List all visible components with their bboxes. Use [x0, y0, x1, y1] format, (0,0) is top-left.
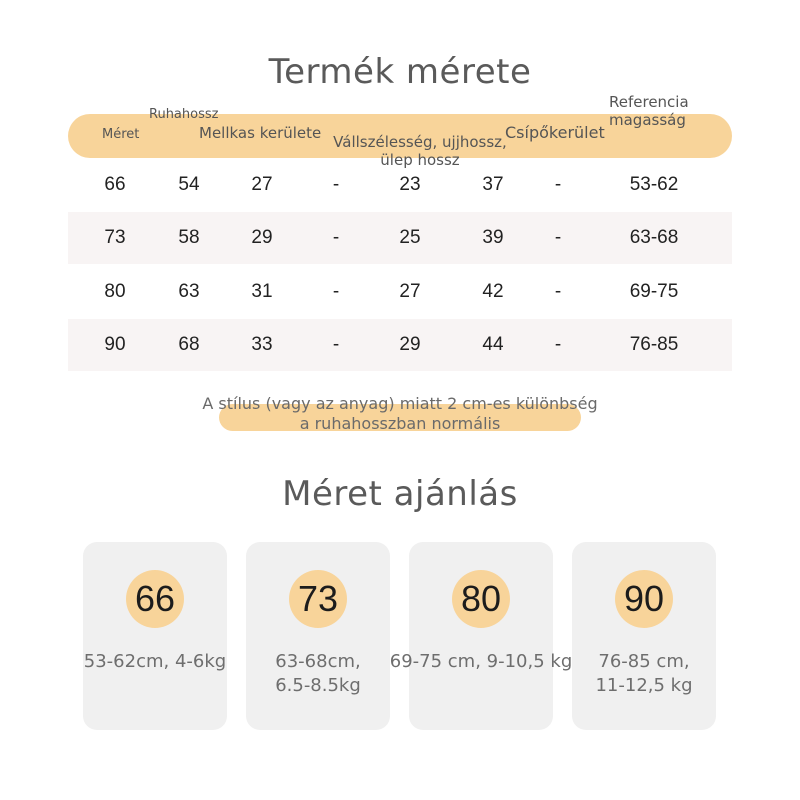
table-cell: 33 [251, 334, 273, 355]
table-cell: 27 [399, 281, 421, 302]
header-vallszelesseg: Vállszélesség, ujjhossz, ülep hossz [333, 133, 507, 169]
table-cell: 31 [251, 281, 273, 302]
table-cell: 73 [104, 227, 126, 248]
table-cell: - [554, 174, 562, 195]
header-meret: Méret [102, 127, 140, 142]
table-cell: 90 [104, 334, 126, 355]
table-cell: 27 [251, 174, 273, 195]
table-cell: 25 [399, 227, 421, 248]
table-cell: 54 [178, 174, 200, 195]
size-number: 66 [134, 578, 176, 619]
note-text: A stílus (vagy az anyag) miatt 2 cm-es különbség a ruhahosszban normális [202, 394, 598, 433]
table-cell: - [554, 227, 562, 248]
size-card [246, 542, 390, 730]
table-cell: - [332, 174, 340, 195]
size-card [83, 542, 227, 730]
table-cell: 44 [482, 334, 504, 355]
size-card [389, 542, 573, 730]
table-cell: - [332, 227, 340, 248]
table-cell: 29 [399, 334, 421, 355]
table-cell: 80 [104, 281, 126, 302]
table-cell: 63-68 [629, 227, 679, 248]
size-description: 76-85 cm, 11-12,5 kg [595, 651, 693, 696]
header-referencia: Referencia magasság [609, 93, 689, 129]
header-mellkas: Mellkas kerülete [199, 124, 322, 142]
table-cell: - [332, 334, 340, 355]
table-cell: - [332, 281, 340, 302]
size-number: 90 [623, 578, 665, 619]
table-cell: 69-75 [629, 281, 679, 302]
table-cell: 39 [482, 227, 504, 248]
table-row [68, 159, 732, 211]
table-row [68, 212, 732, 264]
table-title: Termék mérete [268, 52, 532, 92]
table-cell: 42 [482, 281, 504, 302]
size-number: 80 [460, 578, 502, 619]
size-description: 63-68cm, 6.5-8.5kg [275, 651, 361, 696]
table-row [68, 266, 732, 318]
table-cell: 53-62 [629, 174, 679, 195]
table-cell: 68 [178, 334, 200, 355]
table-cell: 63 [178, 281, 200, 302]
header-ruhahossz: Ruhahossz [149, 107, 219, 122]
table-cell: - [554, 334, 562, 355]
size-card [572, 542, 716, 730]
table-cell: - [554, 281, 562, 302]
table-cell: 37 [482, 174, 504, 195]
table-cell: 23 [399, 174, 421, 195]
table-cell: 58 [178, 227, 200, 248]
table-cell: 76-85 [629, 334, 679, 355]
recommendation-title: Méret ajánlás [282, 474, 518, 514]
size-description: 53-62cm, 4-6kg [83, 651, 227, 672]
table-cell: 29 [251, 227, 273, 248]
table-cell: 66 [104, 174, 126, 195]
size-number: 73 [297, 578, 339, 619]
table-row [68, 319, 732, 371]
header-csipokerulet: Csípőkerület [505, 123, 605, 142]
size-description: 69-75 cm, 9-10,5 kg [389, 651, 573, 672]
